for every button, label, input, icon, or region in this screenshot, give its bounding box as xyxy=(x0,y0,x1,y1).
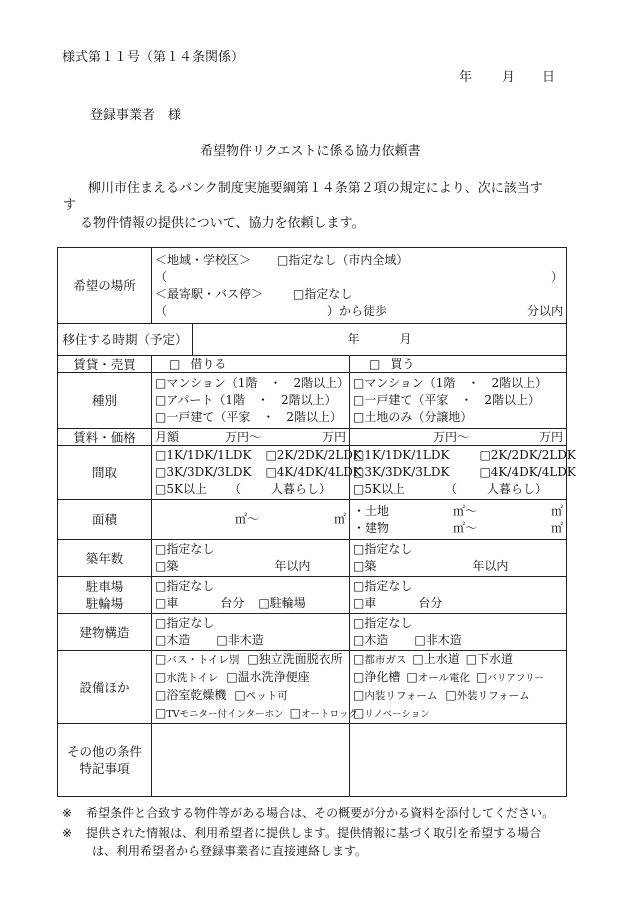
fac-rent-1-checkbox[interactable] xyxy=(155,652,166,666)
layout-rent-people-close: 人暮らし） xyxy=(270,482,331,496)
buy-label: 買う xyxy=(390,356,415,371)
date-month-label: 月 xyxy=(502,70,516,85)
parking-buy-cell xyxy=(350,577,567,614)
label-deal-type: 賃貸・売買 xyxy=(58,356,152,373)
layout-rent-1-label: 1K/1DK/1LDK xyxy=(166,448,252,462)
note-1 xyxy=(62,804,554,821)
label-age: 築年数 xyxy=(58,540,152,577)
fac-buy-4-label: 浄化槽 xyxy=(364,670,401,684)
facilities-rent-cell xyxy=(152,651,358,724)
area-land-label: ・土地 xyxy=(353,503,390,518)
layout-buy-4-checkbox[interactable] xyxy=(479,465,490,479)
note-2-line2: は、利用希望者から登録事業者に直接連絡します。 xyxy=(92,844,368,858)
fac-buy-7-label: 内装リフォーム xyxy=(364,690,438,702)
fac-rent-8-label: オートロック xyxy=(301,709,358,720)
layout-buy-1-checkbox[interactable] xyxy=(353,448,364,462)
layout-buy-people-close: 人暮らし） xyxy=(486,482,547,496)
label-other xyxy=(58,724,152,797)
addressee: 登録事業者 様 xyxy=(90,108,182,123)
request-form-table xyxy=(57,247,576,797)
fac-rent-7-label: TVモニター付インターホン xyxy=(166,709,284,720)
fac-buy-5-label: オール電化 xyxy=(417,672,470,684)
layout-rent-cell xyxy=(152,446,362,500)
price-buy-to: 万円 xyxy=(539,429,564,444)
fac-buy-1-checkbox[interactable] xyxy=(353,652,364,666)
area-land-from: ㎡～ xyxy=(453,503,478,518)
row-move-time xyxy=(58,324,567,356)
area-rent-from: ㎡～ xyxy=(235,512,260,526)
layout-buy-2-checkbox[interactable] xyxy=(479,448,490,462)
label-parking-line1: 駐車場 xyxy=(85,579,124,594)
parking-rent-bicycle-label: 駐輪場 xyxy=(269,596,306,610)
row-other xyxy=(58,724,567,797)
form-number: 様式第１１号（第１４条関係） xyxy=(62,50,245,65)
row-location xyxy=(58,248,567,324)
move-time-cell xyxy=(193,324,567,356)
fac-buy-8-checkbox[interactable] xyxy=(445,688,456,702)
rent-cell xyxy=(152,356,350,373)
fac-rent-7-checkbox[interactable] xyxy=(155,706,166,720)
area-paren-close: ） xyxy=(551,269,564,284)
label-structure: 建物構造 xyxy=(58,614,152,651)
layout-buy-3-label: 3K/3DK/3LDK xyxy=(364,465,450,479)
label-move-time: 移住する時期（予定） xyxy=(58,324,193,356)
parking-buy-car-label: 車 xyxy=(364,596,377,610)
walk-text: ）から徒歩 xyxy=(327,303,388,318)
area-none-checkbox[interactable] xyxy=(277,253,288,267)
kind-buy-checkbox-3[interactable] xyxy=(353,410,364,424)
layout-rent-2-checkbox[interactable] xyxy=(265,448,276,462)
structure-buy-none-label: 指定なし xyxy=(364,616,413,630)
date-day-label: 日 xyxy=(542,70,556,85)
age-rent-cell xyxy=(152,540,350,577)
fac-buy-1-label: 都市ガス xyxy=(364,654,407,666)
kind-buy-label-3: 土地のみ（分譲地） xyxy=(364,410,473,424)
fac-rent-5-label: 浴室乾燥機 xyxy=(166,688,227,702)
move-year-label: 年 xyxy=(347,332,360,346)
structure-rent-wood-label: 木造 xyxy=(166,633,191,647)
fac-rent-6-label: ペット可 xyxy=(245,690,288,702)
note-1-mark: ※ xyxy=(62,806,73,820)
price-buy-from: 万円～ xyxy=(433,429,470,444)
fac-rent-2-label: 独立洗面脱衣所 xyxy=(258,652,343,666)
age-buy-checkbox[interactable] xyxy=(353,559,364,573)
fac-buy-7-checkbox[interactable] xyxy=(353,688,364,702)
fac-buy-2-checkbox[interactable] xyxy=(412,652,423,666)
structure-buy-nonwood-checkbox[interactable] xyxy=(414,633,425,647)
buy-checkbox[interactable] xyxy=(369,357,380,371)
kind-rent-label-2: アパート（1階 ・ 2階以上） xyxy=(166,393,337,407)
age-buy-suffix: 年以内 xyxy=(472,559,509,573)
kind-buy-checkbox-1[interactable] xyxy=(353,376,364,390)
station-none-label: 指定なし xyxy=(304,286,353,301)
parking-rent-car-checkbox[interactable] xyxy=(155,596,166,610)
fac-rent-2-checkbox[interactable] xyxy=(247,652,258,666)
layout-rent-2-label: 2K/2DK/2LDK xyxy=(276,448,362,462)
date-year-label: 年 xyxy=(459,70,473,85)
kind-buy-label-2: 一戸建て（平家 ・ 2階以上） xyxy=(364,393,540,407)
fac-buy-4-checkbox[interactable] xyxy=(353,670,364,684)
area-building-to: ㎡ xyxy=(551,520,564,535)
fac-rent-8-checkbox[interactable] xyxy=(290,706,301,720)
intro-line-1: 柳川市住まえるバンク制度実施要綱第１４条第２項の規定により、次に該当す xyxy=(88,181,543,196)
row-age xyxy=(58,540,567,577)
kind-rent-checkbox-1[interactable] xyxy=(155,376,166,390)
age-buy-prefix: 築 xyxy=(364,559,377,573)
structure-buy-nonwood-label: 非木造 xyxy=(425,633,462,647)
row-facilities xyxy=(58,651,567,724)
layout-buy-2-label: 2K/2DK/2LDK xyxy=(490,448,576,462)
layout-rent-people-open: （ xyxy=(228,482,241,496)
layout-buy-3-checkbox[interactable] xyxy=(353,465,364,479)
note-1-text: 希望条件と合致する物件等がある場合は、その概要が分かる資料を添付してください。 xyxy=(86,806,555,820)
layout-buy-1-label: 1K/1DK/1LDK xyxy=(364,448,450,462)
parking-buy-none-label: 指定なし xyxy=(364,579,413,593)
age-rent-none-label: 指定なし xyxy=(166,542,215,556)
facilities-buy-cell xyxy=(350,651,567,724)
age-rent-suffix: 年以内 xyxy=(274,559,311,573)
price-rent-from: 万円～ xyxy=(225,429,262,444)
fac-buy-9-checkbox[interactable] xyxy=(353,706,364,720)
area-rent-to: ㎡ xyxy=(333,512,346,526)
fac-rent-3-label: 水洗トイレ xyxy=(166,672,219,684)
fac-buy-8-label: 外装リフォーム xyxy=(456,690,530,702)
structure-buy-wood-label: 木造 xyxy=(364,633,389,647)
layout-rent-3-checkbox[interactable] xyxy=(155,465,166,479)
age-rent-none-checkbox[interactable] xyxy=(155,542,166,556)
price-rent-cell xyxy=(152,429,350,446)
layout-rent-3-label: 3K/3DK/3LDK xyxy=(166,465,252,479)
document-title: 希望物件リクエストに係る協力依頼書 xyxy=(200,144,421,159)
parking-rent-units: 台分 xyxy=(220,596,245,610)
area-none-label: 指定なし（市内全域） xyxy=(288,252,409,267)
label-other-line2: 特記事項 xyxy=(79,761,130,776)
station-title: ＜最寄駅・バス停＞ xyxy=(155,286,264,301)
other-rent-cell[interactable] xyxy=(152,724,350,797)
label-kind: 種別 xyxy=(58,373,152,429)
row-floor-area xyxy=(58,500,567,540)
fac-rent-4-label: 温水洗浄便座 xyxy=(237,670,310,684)
area-buy-cell xyxy=(350,500,567,540)
kind-rent-cell xyxy=(152,373,350,429)
layout-rent-1-checkbox[interactable] xyxy=(155,448,166,462)
walk-minutes: 分以内 xyxy=(527,303,564,318)
note-2 xyxy=(62,824,541,841)
layout-buy-people-open: （ xyxy=(444,482,457,496)
parking-buy-none-checkbox[interactable] xyxy=(353,579,364,593)
fac-rent-4-checkbox[interactable] xyxy=(226,670,237,684)
intro-line-1-wrap: す xyxy=(63,198,77,213)
fac-buy-6-label: バリアフリー xyxy=(487,673,544,684)
area-rent-cell xyxy=(152,500,350,540)
kind-rent-label-1: マンション（1階 ・ 2階以上） xyxy=(166,376,350,390)
kind-buy-cell xyxy=(350,373,567,429)
parking-buy-units: 台分 xyxy=(418,596,443,610)
kind-rent-checkbox-2[interactable] xyxy=(155,393,166,407)
fac-buy-5-checkbox[interactable] xyxy=(406,670,417,684)
age-rent-checkbox[interactable] xyxy=(155,559,166,573)
price-buy-cell xyxy=(350,429,567,446)
label-parking xyxy=(58,577,152,614)
fac-buy-3-checkbox[interactable] xyxy=(466,652,477,666)
rent-checkbox[interactable] xyxy=(169,357,180,371)
fac-buy-9-label: リノベーション xyxy=(364,709,430,720)
parking-rent-none-checkbox[interactable] xyxy=(155,579,166,593)
fac-buy-2-label: 上水道 xyxy=(423,652,460,666)
structure-rent-wood-checkbox[interactable] xyxy=(155,633,166,647)
area-title: ＜地域・学校区＞ xyxy=(155,252,252,267)
fac-buy-3-label: 下水道 xyxy=(477,652,514,666)
row-layout xyxy=(58,446,567,500)
label-price: 賃料・価格 xyxy=(58,429,152,446)
layout-buy-cell xyxy=(350,446,576,500)
area-land-to: ㎡ xyxy=(551,503,564,518)
row-parking xyxy=(58,577,567,614)
fac-rent-1-label: バス・トイレ別 xyxy=(166,654,240,666)
label-other-line1: その他の条件 xyxy=(66,744,142,759)
age-buy-none-label: 指定なし xyxy=(364,542,413,556)
layout-buy-4-label: 4K/4DK/4LDK xyxy=(490,465,576,479)
fac-rent-3-checkbox[interactable] xyxy=(155,670,166,684)
area-building-from: ㎡～ xyxy=(453,520,478,535)
intro-line-2: る物件情報の提供について、協力を依頼します。 xyxy=(80,216,365,231)
row-deal-type xyxy=(58,356,567,373)
age-buy-none-checkbox[interactable] xyxy=(353,542,364,556)
note-2-mark: ※ xyxy=(62,826,73,840)
parking-rent-none-label: 指定なし xyxy=(166,579,215,593)
structure-rent-none-label: 指定なし xyxy=(166,616,215,630)
buy-cell xyxy=(350,356,567,373)
kind-buy-checkbox-2[interactable] xyxy=(353,393,364,407)
layout-buy-5-label: 5K以上 xyxy=(364,482,405,496)
kind-rent-checkbox-3[interactable] xyxy=(155,410,166,424)
parking-rent-bicycle-checkbox[interactable] xyxy=(258,596,269,610)
parking-buy-car-checkbox[interactable] xyxy=(353,596,364,610)
layout-rent-4-checkbox[interactable] xyxy=(265,465,276,479)
price-rent-prefix: 月額 xyxy=(155,429,180,444)
fac-rent-5-checkbox[interactable] xyxy=(155,688,166,702)
row-price xyxy=(58,429,567,446)
parking-rent-car-label: 車 xyxy=(166,596,179,610)
structure-rent-none-checkbox[interactable] xyxy=(155,616,166,630)
label-floor-area: 面積 xyxy=(58,500,152,540)
station-paren-open: （ xyxy=(155,303,168,318)
age-buy-cell xyxy=(350,540,567,577)
structure-buy-cell xyxy=(350,614,567,651)
location-cell xyxy=(152,248,567,324)
structure-buy-none-checkbox[interactable] xyxy=(353,616,364,630)
structure-buy-wood-checkbox[interactable] xyxy=(353,633,364,647)
age-rent-prefix: 築 xyxy=(166,559,179,573)
label-facilities: 設備ほか xyxy=(58,651,152,724)
price-rent-to: 万円 xyxy=(321,429,346,444)
structure-rent-nonwood-checkbox[interactable] xyxy=(216,633,227,647)
row-kind xyxy=(58,373,567,429)
move-month-label: 月 xyxy=(399,332,412,346)
fac-buy-6-checkbox[interactable] xyxy=(476,670,487,684)
other-buy-cell[interactable] xyxy=(350,724,567,797)
kind-buy-label-1: マンション（1階 ・ 2階以上） xyxy=(364,376,548,390)
rent-label: 借りる xyxy=(190,356,227,371)
area-building-label: ・建物 xyxy=(353,520,390,535)
label-layout: 間取 xyxy=(58,446,152,500)
layout-rent-5-checkbox[interactable] xyxy=(155,482,166,496)
label-location: 希望の場所 xyxy=(58,248,152,324)
structure-rent-cell xyxy=(152,614,350,651)
kind-rent-label-3: 一戸建て（平家 ・ 2階以上） xyxy=(166,410,342,424)
structure-rent-nonwood-label: 非木造 xyxy=(227,633,264,647)
fac-rent-6-checkbox[interactable] xyxy=(234,688,245,702)
layout-buy-5-checkbox[interactable] xyxy=(353,482,364,496)
note-2-text-line1: 提供された情報は、利用希望者に提供します。提供情報に基づく取引を希望する場合 xyxy=(86,826,542,840)
layout-rent-5-label: 5K以上 xyxy=(166,482,207,496)
row-structure xyxy=(58,614,567,651)
station-none-checkbox[interactable] xyxy=(293,287,304,301)
area-paren-open: （ xyxy=(155,269,168,284)
layout-rent-4-label: 4K/4DK/4LDK xyxy=(276,465,362,479)
label-parking-line2: 駐輪場 xyxy=(85,596,124,611)
parking-rent-cell xyxy=(152,577,350,614)
